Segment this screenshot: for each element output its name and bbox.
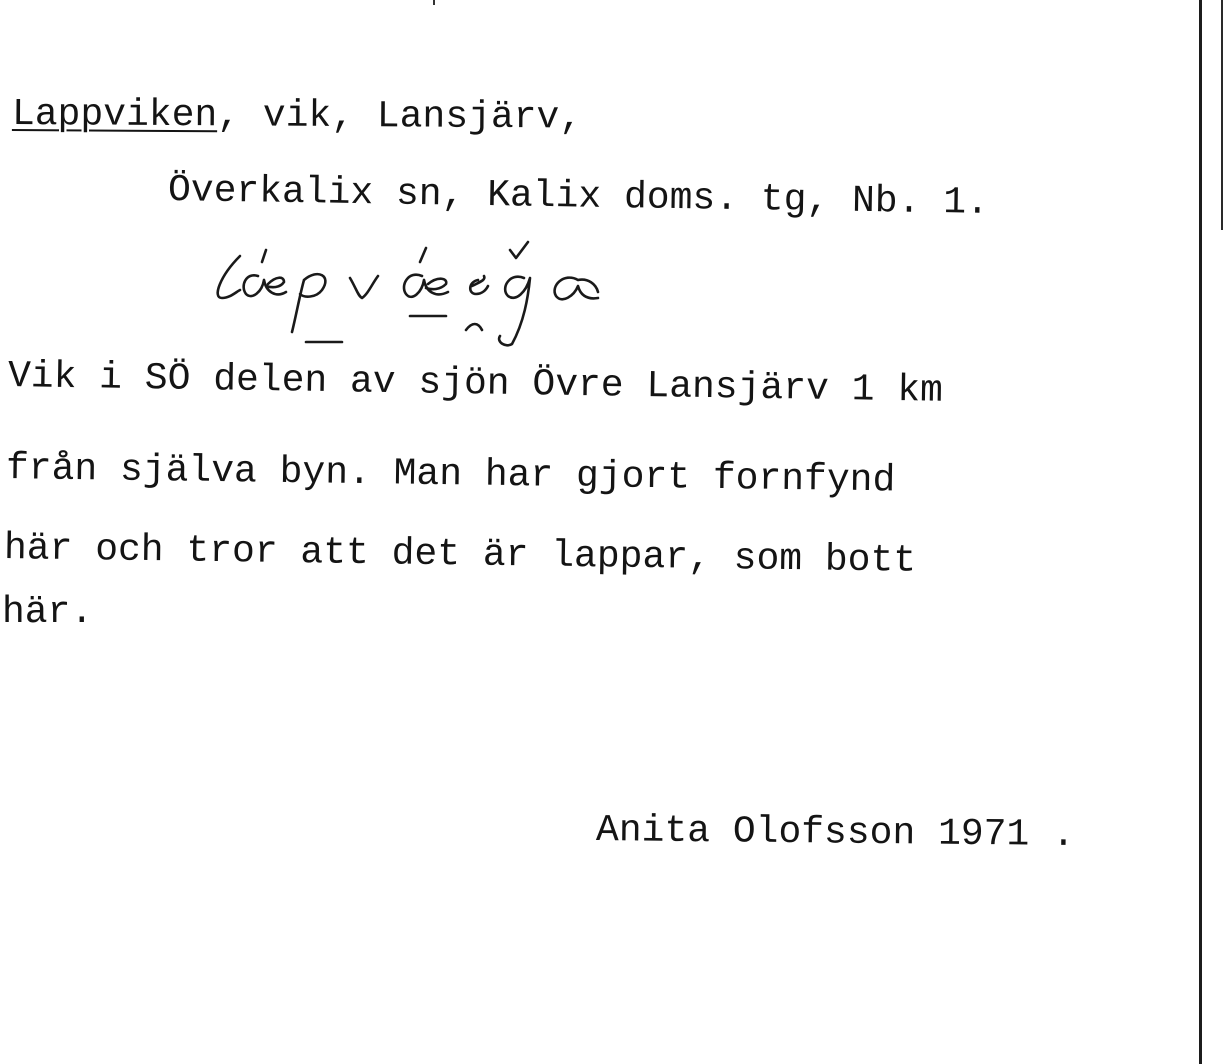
author-signature: Anita Olofsson 1971 . bbox=[595, 809, 1076, 858]
phonetic-transcription bbox=[200, 236, 720, 356]
headword: Lappviken bbox=[11, 93, 218, 138]
location-line: Överkalix sn, Kalix doms. tg, Nb. 1. bbox=[167, 169, 990, 225]
description-line: från själva byn. Man har gjort fornfynd bbox=[5, 447, 896, 503]
headword-descriptor: , vik, Lansjärv, bbox=[217, 94, 583, 140]
paper-mark bbox=[433, 0, 435, 5]
description-line: här och tror att det är lappar, som bott bbox=[3, 527, 917, 583]
description-line: här. bbox=[2, 591, 94, 634]
headword-line bbox=[11, 93, 583, 140]
card-edge bbox=[1199, 0, 1202, 1064]
card-edge bbox=[1221, 0, 1223, 230]
description-line: Vik i SÖ delen av sjön Övre Lansjärv 1 km bbox=[7, 355, 944, 413]
